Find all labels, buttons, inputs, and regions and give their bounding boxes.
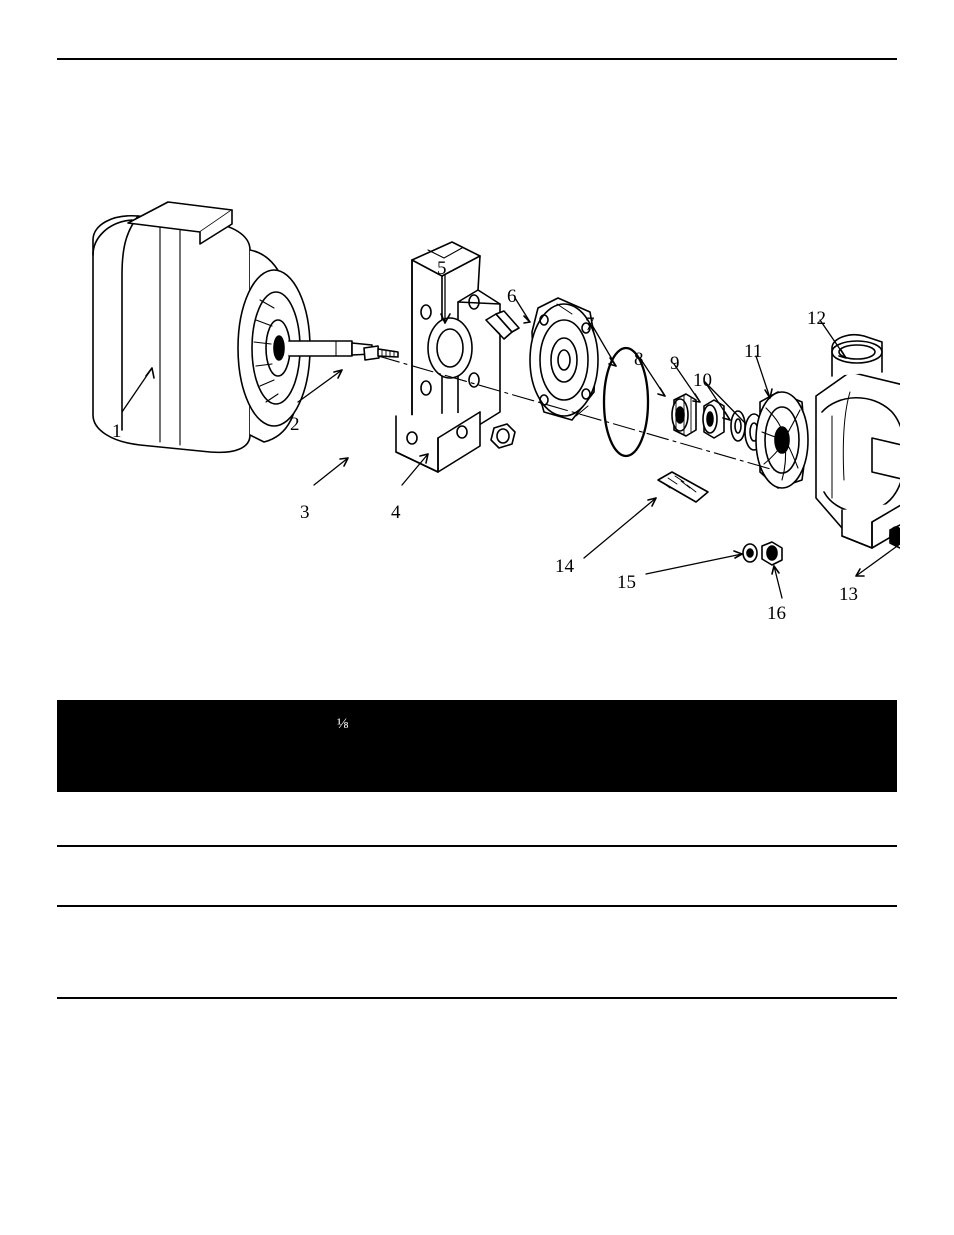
callout-4: 4 xyxy=(391,502,401,523)
part-motor-bolt xyxy=(364,346,398,360)
part-motor-bracket xyxy=(396,242,500,472)
table-rule-middle xyxy=(57,905,897,907)
callout-1: 1 xyxy=(112,421,122,442)
table-rule-top xyxy=(57,845,897,847)
callout-10: 10 xyxy=(693,370,712,391)
callout-13: 13 xyxy=(839,584,858,605)
callout-9: 9 xyxy=(670,353,680,374)
exploded-parts-diagram xyxy=(60,180,900,650)
header-rule xyxy=(57,58,897,60)
callout-7: 7 xyxy=(585,314,595,335)
part-shaft-stud xyxy=(658,472,708,502)
callout-6: 6 xyxy=(507,286,517,307)
part-hex-nut xyxy=(491,424,515,448)
part-motor xyxy=(93,202,372,452)
diagram-svg xyxy=(60,180,900,650)
callout-14: 14 xyxy=(555,556,574,577)
part-hex-nut-small xyxy=(762,542,782,565)
callout-11: 11 xyxy=(744,341,763,362)
callout-8: 8 xyxy=(634,349,644,370)
part-impeller xyxy=(756,392,808,488)
callout-3: 3 xyxy=(300,502,310,523)
callout-12: 12 xyxy=(807,308,826,329)
part-lock-washer xyxy=(743,544,757,562)
callout-15: 15 xyxy=(617,572,636,593)
part-mechanical-seal xyxy=(672,394,696,436)
callout-5: 5 xyxy=(437,258,447,279)
section-banner xyxy=(57,700,897,792)
banner-text: ⅛ xyxy=(337,716,349,732)
part-pump-body xyxy=(816,335,900,548)
callout-2: 2 xyxy=(290,414,300,435)
callout-16: 16 xyxy=(767,603,786,624)
table-rule-bottom xyxy=(57,997,897,999)
